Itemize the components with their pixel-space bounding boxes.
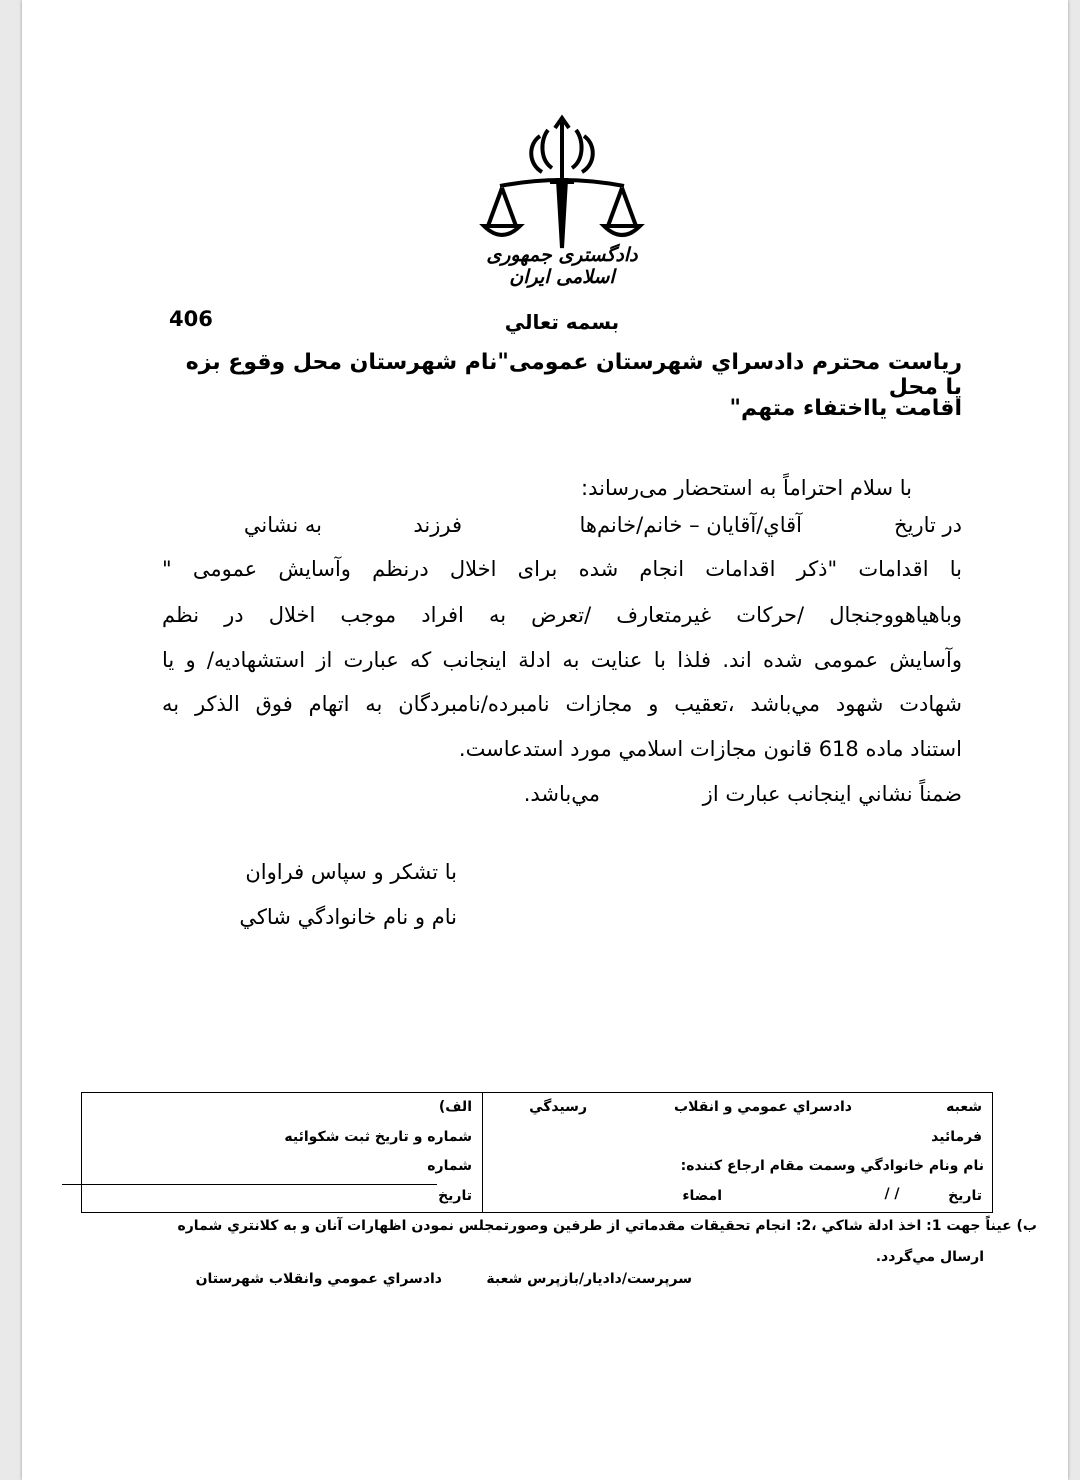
instruction-line-1: ب) عيناً جهت 1: اخذ ادلة شاکي ،2: انجام تحقيقات مقدماتي از طرفين وصورتمجلس نمودن اظهارات آنان و xyxy=(301,1218,1037,1234)
section-a-label: الف) xyxy=(438,1099,472,1115)
date-left-label: تاريخ xyxy=(438,1188,472,1204)
prosecutor-city-label: دادسراي عمومي وانقلاب شهرستان xyxy=(195,1271,442,1287)
signature-label: امضاء xyxy=(682,1188,722,1204)
mr-mrs-label: آقاي/آقايان – خانم/خانم‌ها xyxy=(579,513,802,537)
complaint-number-label: شماره و تاريخ ثبت شکوائيه xyxy=(284,1129,472,1145)
addressee-line-2: اقامت يااختفاء متهم" xyxy=(729,396,962,421)
body-line-2: وباهياهووجنجال /حرکات غيرمتعارف /تعرض به افراد موجب اخلال در نظم xyxy=(162,603,962,627)
number-label: شماره xyxy=(427,1158,472,1174)
supervisor-signature-label: سرپرست/داديار/بازپرس شعبة xyxy=(486,1271,692,1287)
body-line-1: با اقدامات "ذکر اقدامات انجام شده برای اخلال درنظم وآسايش عمومی " xyxy=(162,557,962,581)
box-outer-line xyxy=(62,1184,437,1185)
bismillah: بسمه تعالي xyxy=(504,310,620,334)
body-line-4: شهادت شهود مي‌باشد ،تعقيب و مجازات نامبرده/نامبردگان به اتهام فوق الذکر به xyxy=(162,692,962,716)
prosecutor-office-label: دادسراي عمومي و انقلاب xyxy=(674,1099,852,1115)
address-label: به نشاني xyxy=(243,513,322,537)
review-label: رسيدگي xyxy=(529,1099,587,1115)
box-divider xyxy=(482,1093,483,1212)
greeting: با سلام احتراماً به استحضار می‌رساند: xyxy=(581,476,912,500)
referrer-label: نام ونام خانوادگي وسمت مقام ارجاع کننده: xyxy=(680,1158,984,1174)
address-statement: ضمناً نشاني اينجانب عبارت از xyxy=(702,782,962,806)
body-line-3: وآسايش عمومی شده اند. فلذا با عنايت به ادلة اينجانب که عبارت از استشهاديه/ و يا xyxy=(162,648,962,672)
child-of-label: فرزند xyxy=(413,513,462,537)
branch-label: شعبه xyxy=(946,1099,982,1115)
addressee-line-1: رياست محترم دادسراي شهرستان عمومی"نام شهرستان محل وقوع بزه يا محل xyxy=(185,350,962,400)
address-statement-end: مي‌باشد. xyxy=(523,782,600,806)
instruction-line-2: ارسال مي‌گردد. xyxy=(875,1249,984,1265)
thanks-line: با تشکر و سپاس فراوان xyxy=(245,860,457,884)
instruction-police-station: به کلانتري شماره xyxy=(177,1218,297,1234)
date-right-label: تاريخ xyxy=(948,1188,982,1204)
body-line-5: استناد ماده 618 قانون مجازات اسلامي مورد استدعاست. xyxy=(458,737,962,761)
document-page xyxy=(22,0,1068,1480)
letter-number: 406 xyxy=(169,307,213,331)
date-label: در تاريخ xyxy=(894,513,962,537)
date-slashes: / / xyxy=(884,1186,900,1202)
complainant-name-label: نام و نام خانوادگي شاکي xyxy=(239,905,457,929)
please-label: فرمائيد xyxy=(931,1129,982,1145)
emblem-caption: دادگستری جمهوری اسلامی ایران xyxy=(486,244,638,288)
